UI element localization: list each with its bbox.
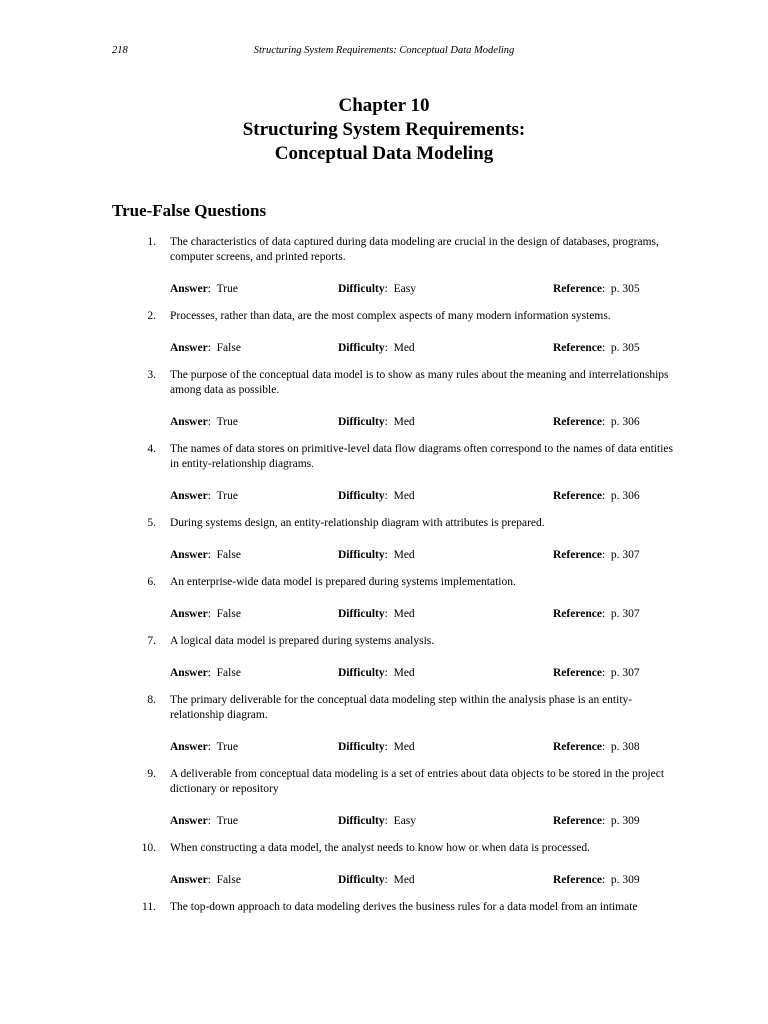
- question-text: When constructing a data model, the analyst needs to know how or when data is processed.: [170, 842, 590, 854]
- reference-label: Reference: [553, 667, 602, 679]
- reference-value: p. 308: [610, 741, 640, 753]
- label-colon: :: [601, 549, 606, 561]
- answer-value: False: [216, 608, 241, 620]
- question-text: The purpose of the conceptual data model is to show as many rules about the meaning and interrelationships among data as possible.: [170, 369, 669, 396]
- answer-value: True: [216, 283, 238, 295]
- label-colon: :: [601, 342, 606, 354]
- label-colon: :: [207, 283, 211, 295]
- answer-field: [170, 739, 238, 755]
- reference-field: [553, 414, 640, 430]
- reference-label: Reference: [553, 815, 602, 827]
- question-body: [0, 368, 682, 398]
- difficulty-value: Med: [393, 342, 415, 354]
- reference-label: Reference: [553, 283, 602, 295]
- difficulty-value: Med: [393, 667, 415, 679]
- answer-value: False: [216, 874, 241, 886]
- chapter-heading: [0, 94, 768, 166]
- question-item: [0, 634, 768, 681]
- label-colon: :: [207, 667, 211, 679]
- difficulty-label: Difficulty: [338, 874, 385, 886]
- reference-field: [553, 813, 640, 829]
- question-metadata: [0, 488, 768, 504]
- reference-label: Reference: [553, 490, 602, 502]
- answer-field: [170, 547, 241, 563]
- label-colon: :: [207, 874, 211, 886]
- question-metadata: [0, 813, 768, 829]
- answer-field: [170, 281, 238, 297]
- question-body: [0, 767, 682, 797]
- question-item: [0, 309, 768, 356]
- section-heading: True-False Questions: [112, 201, 267, 220]
- question-number: 11.: [142, 901, 156, 913]
- reference-value: p. 307: [610, 549, 640, 561]
- answer-field: [170, 872, 241, 888]
- label-colon: :: [601, 667, 606, 679]
- question-number: 8.: [147, 694, 156, 706]
- reference-label: Reference: [553, 549, 602, 561]
- difficulty-field: [338, 606, 415, 622]
- running-title: Structuring System Requirements: Conceptual Data Modeling: [253, 45, 515, 56]
- reference-value: p. 307: [610, 667, 640, 679]
- question-metadata: [0, 414, 768, 430]
- reference-label: Reference: [553, 416, 602, 428]
- difficulty-value: Med: [393, 490, 415, 502]
- answer-value: False: [216, 667, 241, 679]
- reference-field: [553, 547, 640, 563]
- chapter-title-line1: Structuring System Requirements:: [242, 119, 526, 140]
- answer-label: Answer: [170, 342, 208, 354]
- difficulty-field: [338, 488, 415, 504]
- answer-label: Answer: [170, 490, 208, 502]
- question-text: The characteristics of data captured during data modeling are crucial in the design of databases, programs, computer screens, and printed reports.: [170, 236, 659, 263]
- question-text: The names of data stores on primitive-level data flow diagrams often correspond to the names of data entities in entity-relationship diagrams.: [170, 443, 673, 470]
- question-item: [0, 235, 768, 297]
- question-metadata: [0, 739, 768, 755]
- difficulty-label: Difficulty: [338, 416, 385, 428]
- answer-field: [170, 665, 241, 681]
- question-body: [0, 900, 682, 915]
- question-number: 1.: [147, 236, 156, 248]
- question-metadata: [0, 547, 768, 563]
- reference-field: [553, 488, 640, 504]
- label-colon: :: [384, 416, 388, 428]
- label-colon: :: [601, 815, 606, 827]
- answer-value: True: [216, 490, 238, 502]
- question-item: [0, 516, 768, 563]
- answer-value: True: [216, 741, 238, 753]
- label-colon: :: [207, 490, 211, 502]
- reference-field: [553, 665, 640, 681]
- label-colon: :: [207, 741, 211, 753]
- question-metadata: [0, 872, 768, 888]
- difficulty-label: Difficulty: [338, 549, 385, 561]
- question-body: [0, 575, 682, 590]
- reference-value: p. 309: [610, 874, 640, 886]
- question-item: [0, 900, 768, 915]
- label-colon: :: [207, 342, 211, 354]
- difficulty-value: Med: [393, 874, 415, 886]
- question-body: [0, 235, 682, 265]
- question-metadata: [0, 665, 768, 681]
- chapter-title-line2: Conceptual Data Modeling: [274, 143, 494, 164]
- question-body: [0, 442, 682, 472]
- question-body: [0, 634, 682, 649]
- difficulty-field: [338, 414, 415, 430]
- reference-value: p. 305: [610, 283, 640, 295]
- question-item: [0, 767, 768, 829]
- label-colon: :: [384, 874, 388, 886]
- question-number: 10.: [141, 842, 156, 854]
- label-colon: :: [207, 549, 211, 561]
- label-colon: :: [384, 549, 388, 561]
- question-text: Processes, rather than data, are the most complex aspects of many modern information systems.: [170, 310, 611, 322]
- answer-field: [170, 606, 241, 622]
- answer-value: False: [216, 549, 241, 561]
- difficulty-field: [338, 547, 415, 563]
- question-number: 6.: [147, 576, 156, 588]
- reference-label: Reference: [553, 342, 602, 354]
- answer-label: Answer: [170, 815, 208, 827]
- page-number: 218: [112, 45, 128, 56]
- reference-value: p. 309: [610, 815, 640, 827]
- label-colon: :: [384, 608, 388, 620]
- difficulty-value: Med: [393, 608, 415, 620]
- difficulty-label: Difficulty: [338, 342, 385, 354]
- reference-field: [553, 340, 640, 356]
- question-number: 2.: [147, 310, 156, 322]
- difficulty-field: [338, 739, 415, 755]
- answer-field: [170, 414, 238, 430]
- label-colon: :: [384, 741, 388, 753]
- difficulty-value: Easy: [393, 815, 416, 827]
- label-colon: :: [384, 283, 388, 295]
- question-body: [0, 841, 682, 856]
- question-item: [0, 442, 768, 504]
- question-metadata: [0, 281, 768, 297]
- label-colon: :: [384, 490, 388, 502]
- question-metadata: [0, 606, 768, 622]
- difficulty-label: Difficulty: [338, 741, 385, 753]
- question-text: The top-down approach to data modeling derives the business rules for a data model from an intimate: [170, 901, 638, 913]
- question-text: A deliverable from conceptual data modeling is a set of entries about data objects to be stored in the project dictionary or repository: [170, 768, 665, 795]
- answer-label: Answer: [170, 608, 208, 620]
- answer-label: Answer: [170, 416, 208, 428]
- label-colon: :: [384, 342, 388, 354]
- reference-label: Reference: [553, 608, 602, 620]
- reference-label: Reference: [553, 874, 602, 886]
- reference-field: [553, 872, 640, 888]
- label-colon: :: [601, 741, 606, 753]
- reference-field: [553, 281, 640, 297]
- difficulty-label: Difficulty: [338, 608, 385, 620]
- answer-label: Answer: [170, 667, 208, 679]
- question-item: [0, 368, 768, 430]
- label-colon: :: [384, 667, 388, 679]
- label-colon: :: [207, 608, 211, 620]
- question-body: [0, 516, 682, 531]
- difficulty-label: Difficulty: [338, 283, 385, 295]
- difficulty-label: Difficulty: [338, 815, 385, 827]
- question-number: 7.: [147, 635, 156, 647]
- label-colon: :: [207, 416, 211, 428]
- question-item: [0, 841, 768, 888]
- difficulty-field: [338, 340, 415, 356]
- answer-field: [170, 813, 238, 829]
- difficulty-value: Med: [393, 741, 415, 753]
- difficulty-value: Easy: [393, 283, 416, 295]
- label-colon: :: [601, 874, 606, 886]
- question-body: [0, 309, 682, 324]
- answer-label: Answer: [170, 549, 208, 561]
- reference-label: Reference: [553, 741, 602, 753]
- difficulty-value: Med: [393, 549, 415, 561]
- answer-label: Answer: [170, 283, 208, 295]
- reference-value: p. 306: [610, 490, 640, 502]
- label-colon: :: [207, 815, 211, 827]
- chapter-number: Chapter 10: [338, 95, 430, 116]
- answer-label: Answer: [170, 741, 208, 753]
- question-number: 5.: [147, 517, 156, 529]
- question-text: A logical data model is prepared during systems analysis.: [170, 635, 435, 647]
- difficulty-field: [338, 872, 415, 888]
- question-number: 9.: [147, 768, 156, 780]
- label-colon: :: [601, 283, 606, 295]
- difficulty-field: [338, 281, 416, 297]
- question-text: The primary deliverable for the conceptual data modeling step within the analysis phase is an entity-relationship diagram.: [170, 694, 633, 721]
- reference-field: [553, 606, 640, 622]
- difficulty-label: Difficulty: [338, 667, 385, 679]
- question-number: 4.: [147, 443, 156, 455]
- question-number: 3.: [147, 369, 156, 381]
- reference-value: p. 305: [610, 342, 640, 354]
- difficulty-field: [338, 813, 416, 829]
- reference-value: p. 306: [610, 416, 640, 428]
- difficulty-label: Difficulty: [338, 490, 385, 502]
- difficulty-field: [338, 665, 415, 681]
- answer-value: False: [216, 342, 241, 354]
- label-colon: :: [384, 815, 388, 827]
- question-metadata: [0, 340, 768, 356]
- label-colon: :: [601, 608, 606, 620]
- question-text: During systems design, an entity-relationship diagram with attributes is prepared.: [170, 517, 545, 529]
- answer-value: True: [216, 815, 238, 827]
- answer-field: [170, 488, 238, 504]
- question-text: An enterprise-wide data model is prepared during systems implementation.: [170, 576, 516, 588]
- answer-label: Answer: [170, 874, 208, 886]
- question-body: [0, 693, 682, 723]
- answer-value: True: [216, 416, 238, 428]
- difficulty-value: Med: [393, 416, 415, 428]
- answer-field: [170, 340, 241, 356]
- question-list: [0, 235, 768, 927]
- label-colon: :: [601, 416, 606, 428]
- question-item: [0, 693, 768, 755]
- label-colon: :: [601, 490, 606, 502]
- running-header: [0, 45, 768, 61]
- reference-value: p. 307: [610, 608, 640, 620]
- reference-field: [553, 739, 640, 755]
- question-item: [0, 575, 768, 622]
